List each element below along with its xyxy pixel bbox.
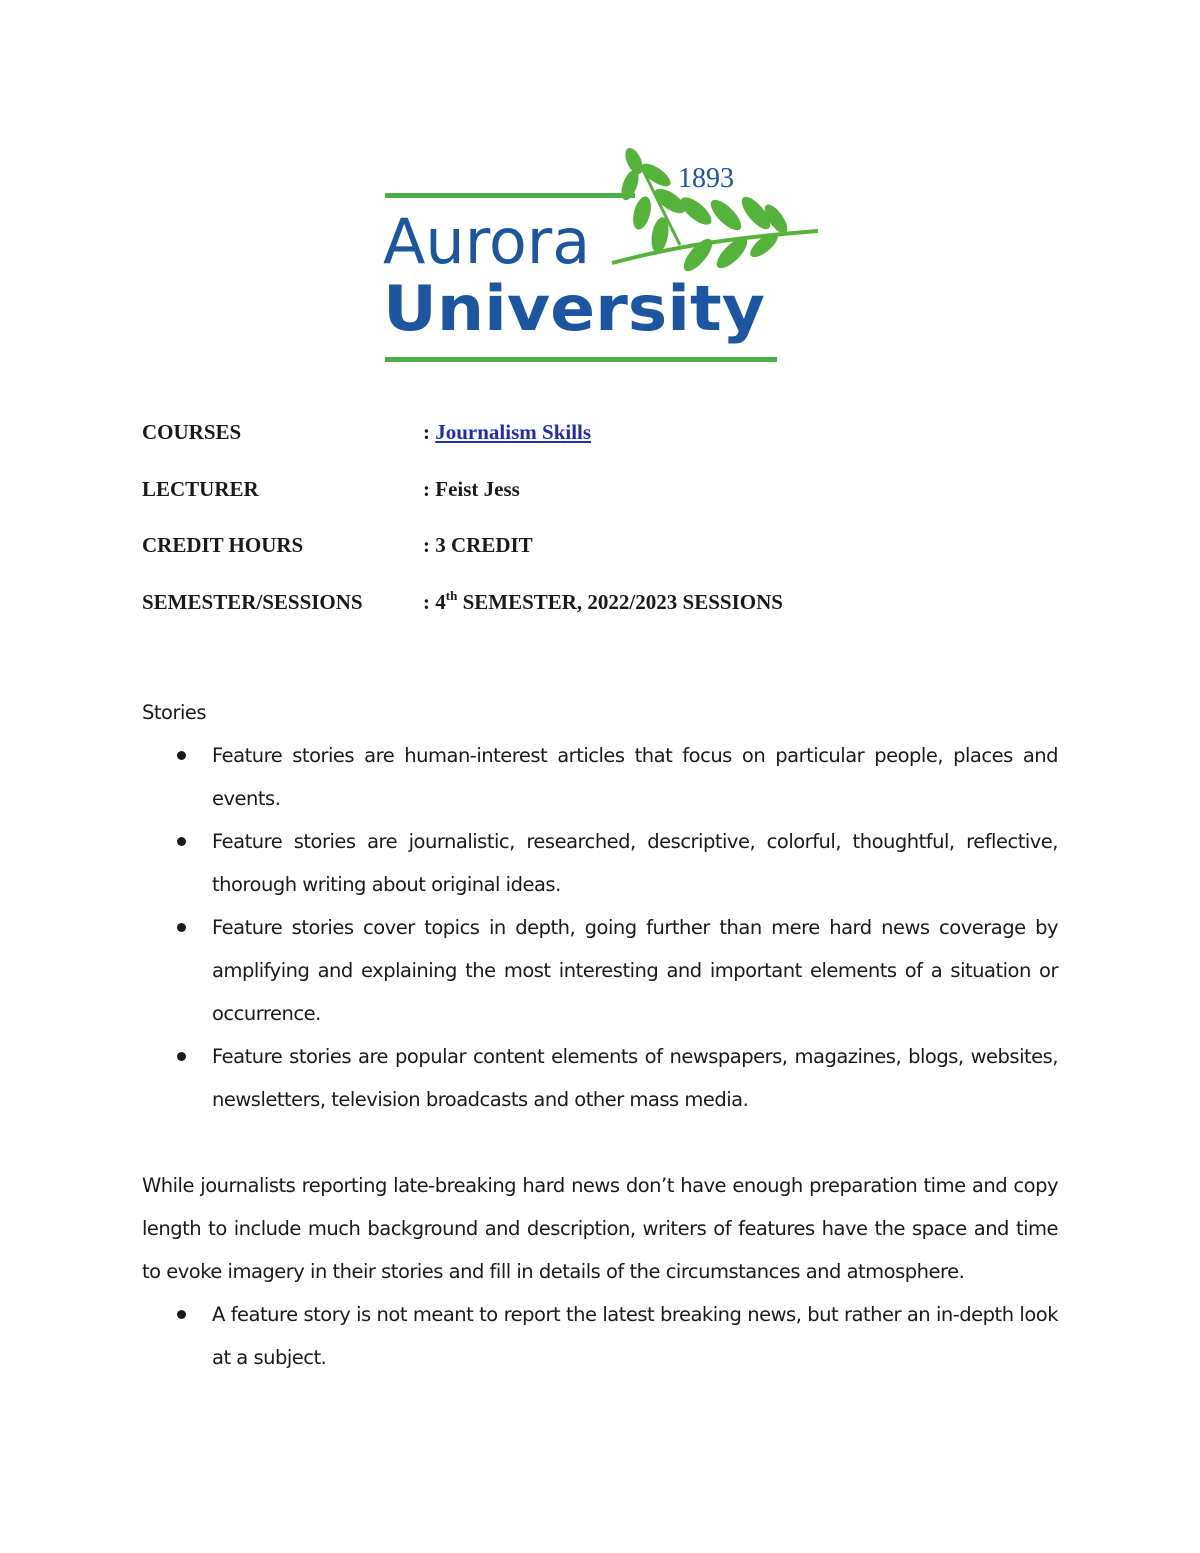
bullet-icon <box>177 837 186 846</box>
logo-word-university: University <box>383 272 765 345</box>
aurora-university-logo <box>380 145 825 370</box>
list-item: A feature story is not meant to report the latest breaking news, but rather an in-depth look at a subject. <box>142 1293 1058 1379</box>
credit-hours-label: CREDIT HOURS <box>142 533 304 557</box>
course-info-row-courses <box>142 417 1062 474</box>
journalism-skills-link[interactable]: Journalism Skills <box>435 420 592 444</box>
document-body <box>142 695 1058 1379</box>
list-item: Feature stories are journalistic, researched, descriptive, colorful, thoughtful, reflective, thorough writing about original ideas. <box>142 820 1058 906</box>
list-item: Feature stories are popular content elements of newspapers, magazines, blogs, websites, newsletters, television broadcasts and other mass media. <box>142 1035 1058 1121</box>
body-paragraph: While journalists reporting late-breaking hard news don’t have enough preparation time and copy length to include much background and description, writers of features have the space and time to evoke imagery in their stories and fill in details of the circumstances and atmosphere. <box>142 1174 1058 1283</box>
semester-label: SEMESTER/SESSIONS <box>142 589 363 614</box>
course-info <box>142 417 1062 643</box>
list-item: Feature stories are human-interest articles that focus on particular people, places and events. <box>142 734 1058 820</box>
bullet-icon <box>177 923 186 932</box>
lecturer-value: : Feist Jess <box>423 476 520 501</box>
logo-word-aurora: Aurora <box>383 205 591 278</box>
credit-hours-value: : 3 CREDIT <box>423 533 533 557</box>
section-heading: Stories <box>142 701 207 724</box>
bullet-list-2 <box>142 1293 1058 1379</box>
bullet-icon <box>177 1052 186 1061</box>
bullet-icon <box>177 751 186 760</box>
courses-value: : Journalism Skills <box>423 420 592 444</box>
logo-year: 1893 <box>678 163 734 194</box>
semester-value: : 4th SEMESTER, 2022/2023 SESSIONS <box>423 587 783 614</box>
bullet-icon <box>177 1310 186 1319</box>
course-info-row-credit-hours <box>142 530 1062 587</box>
bullet-list <box>142 734 1058 1121</box>
course-info-row-semester <box>142 587 1062 644</box>
lecturer-label: LECTURER <box>142 476 259 501</box>
courses-label: COURSES <box>142 420 242 444</box>
list-item: Feature stories cover topics in depth, going further than mere hard news coverage by amplifying and explaining the most interesting and important elements of a situation or occurrence. <box>142 906 1058 1035</box>
course-info-row-lecturer <box>142 474 1062 531</box>
